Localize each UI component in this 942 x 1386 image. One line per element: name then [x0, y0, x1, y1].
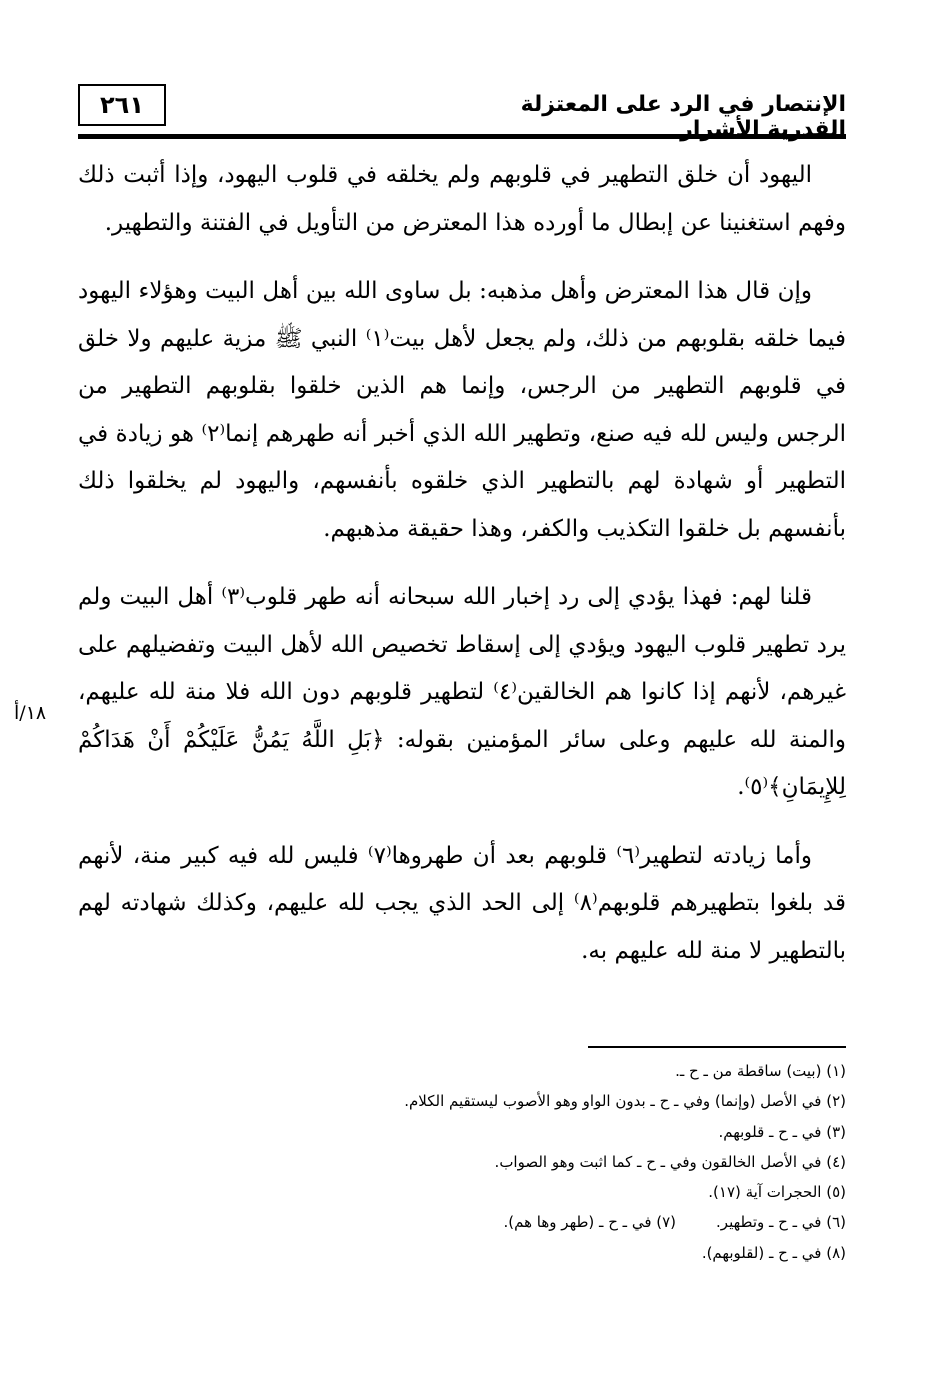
paragraph: وإن قال هذا المعترض وأهل مذهبه: بل ساوى الله بين أهل البيت وهؤلاء اليهود فيما خلقه بقلوبهم من ذلك، ولم يجعل لأهل بيت⁽١⁾ النبي ﷺ مزية عليهم ولا خلق في قلوبهم التطهير من الرجس، وإنما هم الذين خلقوا بقلوبهم التطهير من الرجس وليس لله فيه صنع، وتطهير الله الذي أخبر أنه طهرهم إنما⁽٢⁾ هو زيادة في التطهير أو شهادة لهم بالتطهير الذي خلقوه بأنفسهم، واليهود لم يخلقوا ذلك بأنفسهم بل خلقوا التكذيب والكفر، وهذا حقيقة مذهبهم.	[78, 278, 846, 542]
footnote: (٤) في الأصل الخالقون وفي ـ ح ـ كما اثبت وهو الصواب.	[494, 1152, 846, 1171]
footnote-pair	[78, 1207, 846, 1237]
header-rule	[78, 134, 846, 139]
footnote: (١) (بيت) ساقطة من ـ ح ـ.	[675, 1062, 846, 1080]
page-number: ٢٦١	[78, 84, 166, 126]
footnote: (٧) في ـ ح ـ (طهر وها هم).	[503, 1213, 677, 1232]
running-title: الإنتصار في الرد على المعتزلة القدرية الأشرار	[520, 92, 846, 142]
footnote: (٥) الحجرات آية (١٧).	[708, 1183, 846, 1202]
footnote: (٢) في الأصل (وإنما) وفي ـ ح ـ بدون الواو وهو الأصوب ليستقيم الكلام.	[404, 1092, 846, 1111]
footnote: (٦) في ـ ح ـ وتطهير.	[716, 1213, 846, 1232]
footnote: (٣) في ـ ح ـ قلوبهم.	[718, 1122, 846, 1141]
footnote: (٨) في ـ ح ـ (لقلوبهم).	[701, 1243, 846, 1262]
paragraph: قلنا لهم: فهذا يؤدي إلى رد إخبار الله سبحانه أنه طهر قلوب⁽٣⁾ أهل البيت ولم يرد تطهير قلوب اليهود ويؤدي إلى إسقاط تخصيص الله لأهل البيت وتفضيلهم على غيرهم، لأنهم إذا كانوا هم الخالقين⁽٤⁾ لتطهير قلوبهم دون الله فلا منة لله عليهم، والمنة لله عليهم وعلى سائر المؤمنين بقوله: ﴿بَلِ اللَّهُ يَمُنُّ عَلَيْكُمْ أَنْ هَدَاكُمْ لِلإِيمَانِ﴾⁽٥⁾.	[78, 584, 846, 800]
paragraph: اليهود أن خلق التطهير في قلوبهم ولم يخلقه في قلوب اليهود، وإذا أثبت ذلك وفهم استغنينا عن إبطال ما أورده هذا المعترض من التأويل في الفتنة والتطهير.	[78, 162, 846, 236]
manuscript-folio-note: ١٨/أ	[14, 702, 47, 724]
footnotes	[78, 1056, 846, 1268]
paragraph: وأما زيادته لتطهير⁽٦⁾ قلوبهم بعد أن طهروها⁽٧⁾ فليس لله فيه كبير منة، لأنهم قد بلغوا بتطهيرهم قلوبهم⁽٨⁾ إلى الحد الذي يجب لله عليهم، وكذلك شهادته لهم بالتطهير لا منة لله عليهم به.	[78, 842, 847, 964]
main-text	[78, 152, 846, 996]
footnote-rule	[588, 1046, 846, 1048]
